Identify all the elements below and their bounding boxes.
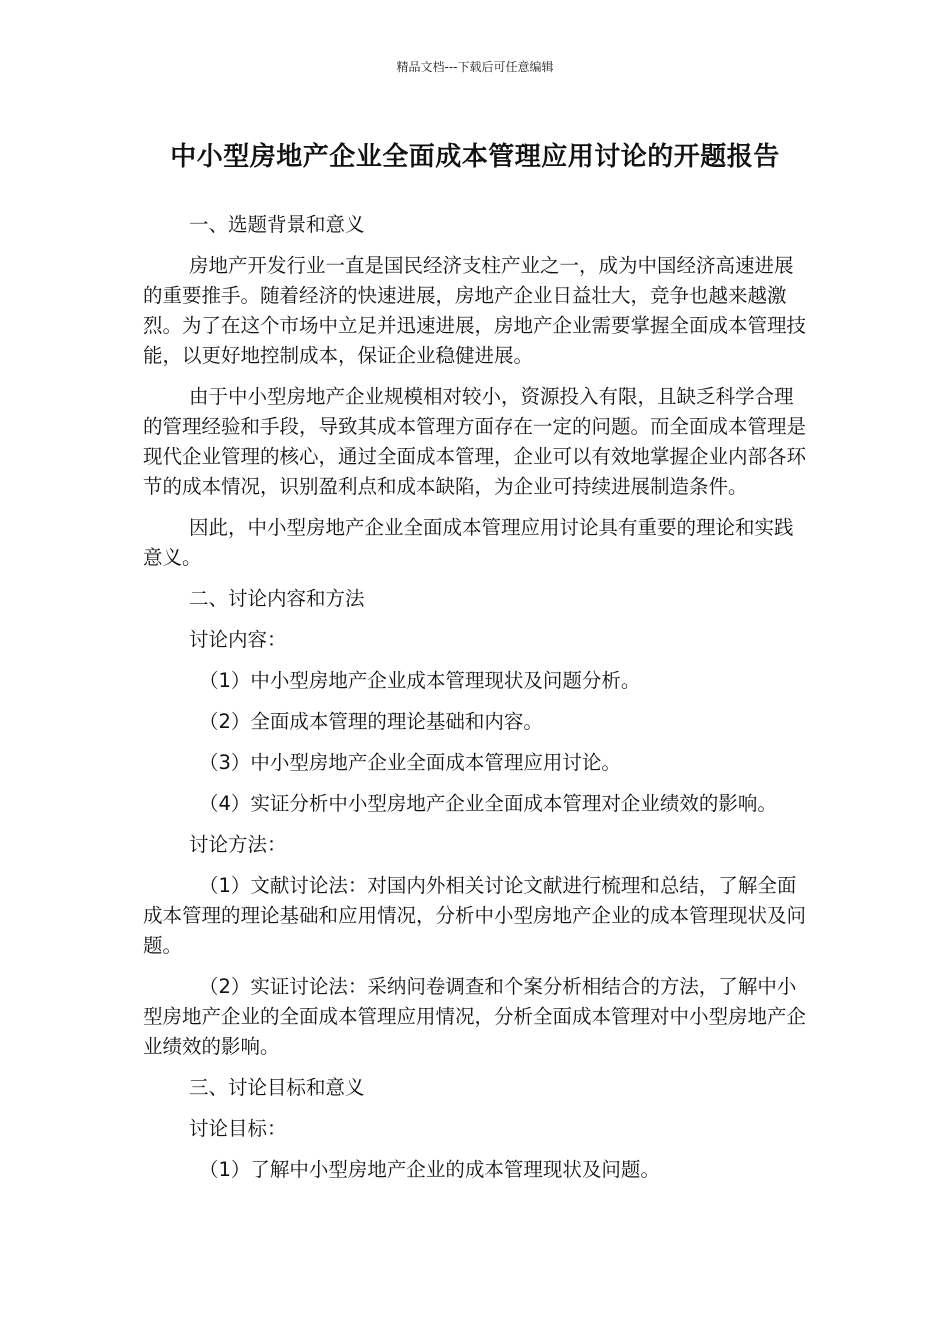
section-heading-background: 一、选题背景和意义 — [189, 213, 365, 236]
document-body — [143, 210, 807, 1196]
body-paragraph: 因此，中小型房地产企业全面成本管理应用讨论具有重要的理论和实践意义。 — [143, 516, 794, 569]
subheading-method: 讨论方法： — [189, 833, 287, 856]
list-item: （2）实证讨论法：采纳问卷调查和个案分析相结合的方法，了解中小型房地产企业的全面成本管理应用情况，分析全面成本管理对中小型房地产企业绩效的影响。 — [143, 975, 807, 1058]
list-item: （1）了解中小型房地产企业的成本管理现状及问题。 — [199, 1158, 660, 1181]
header-note: 精品文档---下载后可任意编辑 — [396, 60, 554, 74]
subheading-goals: 讨论目标： — [189, 1117, 287, 1140]
body-paragraph: 由于中小型房地产企业规模相对较小，资源投入有限，且缺乏科学合理的管理经验和手段，导致其成本管理方面存在一定的问题。而全面成本管理是现代企业管理的核心，通过全面成本管理，企业可以有效地掌握企业内部各环节的成本情况，识别盈利点和成本缺陷，为企业可持续进展制造条件。 — [143, 385, 807, 498]
body-paragraph: 房地产开发行业一直是国民经济支柱产业之一，成为中国经济高速进展的重要推手。随着经济的快速进展，房地产企业日益壮大，竞争也越来越激烈。为了在这个市场中立足并迅速进展，房地产企业需要掌握全面成本管理技能，以更好地控制成本，保证企业稳健进展。 — [143, 254, 807, 367]
list-item: （1）中小型房地产企业成本管理现状及问题分析。 — [199, 669, 641, 692]
list-item: （1）文献讨论法：对国内外相关讨论文献进行梳理和总结，了解全面成本管理的理论基础和应用情况，分析中小型房地产企业的成本管理现状及问题。 — [143, 874, 807, 957]
document-title: 中小型房地产企业全面成本管理应用讨论的开题报告 — [170, 142, 780, 172]
section-heading-goals: 三、讨论目标和意义 — [189, 1076, 365, 1099]
section-heading-content-method: 二、讨论内容和方法 — [189, 587, 365, 610]
list-item: （3）中小型房地产企业全面成本管理应用讨论。 — [199, 751, 621, 774]
subheading-content: 讨论内容： — [189, 628, 287, 651]
list-item: （4）实证分析中小型房地产企业全面成本管理对企业绩效的影响。 — [199, 792, 777, 815]
list-item: （2）全面成本管理的理论基础和内容。 — [199, 710, 543, 733]
